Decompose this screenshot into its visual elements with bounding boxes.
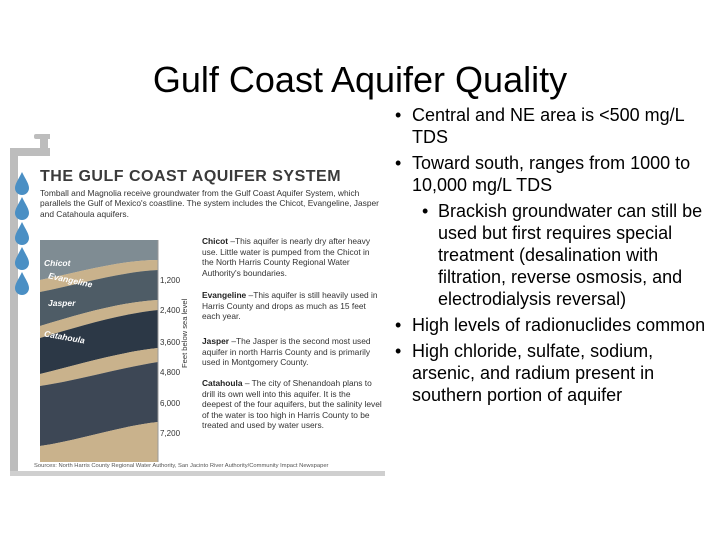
aquifer-description-evangeline: Evangeline –This aquifer is still heavily used in Harris County and drops as much as 15 feet each year.: [202, 290, 378, 322]
depth-tick: 3,600: [160, 338, 181, 347]
bullet-item: • High levels of radionuclides common: [395, 315, 706, 335]
bullet-item: • High chloride, sulfate, sodium, arsenic, and radium present in southern portion of aquifer: [395, 341, 655, 405]
layer-label-jasper: Jasper: [48, 298, 76, 308]
bullet-item: • Central and NE area is <500 mg/L TDS: [395, 105, 684, 147]
sub-bullet-item: • Brackish groundwater can still be used but first requires special treatment (desalination with filtration, reverse osmosis, and electrodialysis reversal): [422, 201, 703, 309]
depth-tick: 7,200: [160, 429, 181, 438]
water-drop-icon: [12, 172, 32, 302]
bullet-dot: •: [395, 341, 402, 361]
slide-title: Gulf Coast Aquifer Quality: [152, 59, 568, 100]
aquifer-description-catahoula: Catahoula – The city of Shenandoah plans to drill its own well into this aquifer. It is the deepest of the four aquifers, but the salinity level of the water is too high in Harris County to be treated and used by water users.: [202, 378, 382, 431]
aquifer-infographic: [10, 128, 385, 476]
aquifer-description-jasper: Jasper –The Jasper is the second most used aquifer in north Harris County and is primarily used in Montgomery County.: [202, 336, 371, 368]
depth-tick: 1,200: [160, 276, 181, 285]
bullet-item: • Toward south, ranges from 1000 to 10,000 mg/L TDS: [395, 153, 691, 195]
depth-tick: 2,400: [160, 306, 181, 315]
aquifer-description-chicot: Chicot –This aquifer is nearly dry after heavy use. Little water is pumped from the Chicot in the North Harris County Regional Water Authority's boundaries.: [202, 236, 371, 278]
bullet-dot: •: [395, 315, 402, 335]
layer-label-chicot: Chicot: [44, 258, 71, 268]
depth-tick: 4,800: [160, 368, 181, 377]
bullet-dot: •: [395, 153, 402, 173]
layer-label-evangeline: Evangeline: [47, 270, 94, 290]
infographic-bottom-bar: [10, 471, 385, 476]
bullet-list: [392, 104, 712, 410]
layer-label-catahoula: Catahoula: [43, 328, 86, 346]
infographic-intro: Tomball and Magnolia receive groundwater from the Gulf Coast Aquifer System, which parallels the Gulf of Mexico's coastline. The system includes the Chicot, Evangeline, Jasper and Catahoula aquifers.: [40, 188, 379, 219]
infographic-title: THE GULF COAST AQUIFER SYSTEM: [40, 168, 342, 185]
infographic-sources: Sources: North Harris County Regional Water Authority, San Jacinto River Authority/Community Impact Newspaper: [34, 463, 329, 469]
bullet-dot: •: [395, 105, 402, 125]
depth-axis-label: Feet below sea level: [180, 298, 189, 368]
depth-tick: 6,000: [160, 399, 181, 408]
bullet-dot: •: [422, 201, 429, 221]
